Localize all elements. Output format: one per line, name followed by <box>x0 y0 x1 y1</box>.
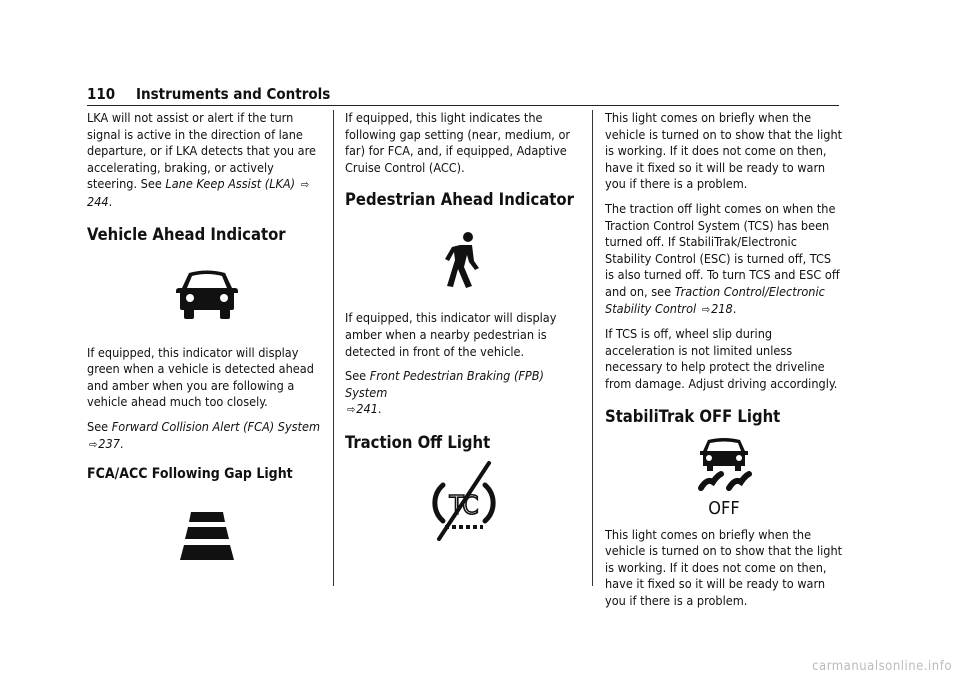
tcs-page-link[interactable]: 218 <box>711 300 733 316</box>
fpb-reference-link[interactable]: Front Pedestrian Braking (FPB) System <box>345 368 544 400</box>
page-reference-icon: ⇨ <box>89 437 98 451</box>
column-divider-1 <box>333 110 334 586</box>
vehicle-ahead-icon-box <box>87 245 327 345</box>
traction-body-2: The traction off light comes on when the Traction Control System (TCS) has been turned off. If StabiliTrak/Electronic Stability Control (ESC) is turned off, TCS is also turned off. To turn TCS and ESC off and on, see Traction Control/Electronic Stability Control ⇨218. <box>605 201 843 318</box>
traction-body-3: If TCS is off, wheel slip during acceleration is not limited unless necessary to help protect the driveline from damage. Adjust driving accordingly. <box>605 326 838 391</box>
page-number: 110 <box>87 85 116 103</box>
traction-off-heading: Traction Off Light <box>345 432 491 452</box>
pedestrian-icon <box>444 231 484 289</box>
stabilitrak-icon-box <box>605 427 843 527</box>
lka-page-link[interactable]: 244 <box>87 193 109 209</box>
pedestrian-ahead-heading: Pedestrian Ahead Indicator <box>345 190 574 210</box>
section-title: Instruments and Controls <box>136 85 331 103</box>
vehicle-ahead-body: If equipped, this indicator will display green when a vehicle is detected ahead and amber when you are following a vehicle ahead much too closely. <box>87 344 314 410</box>
page-header <box>87 83 839 106</box>
page-reference-icon: ⇨ <box>347 403 356 417</box>
following-gap-body: If equipped, this light indicates the following gap setting (near, medium, or far) for FCA, and, if equipped, Adaptive Cruise Control (ACC). <box>345 110 571 175</box>
column-divider-2 <box>592 110 593 586</box>
pedestrian-icon-box <box>345 210 583 310</box>
traction-body-1: This light comes on briefly when the vehicle is turned on to show that the light is working. If it does not come on then, have it fixed so it will be ready to warn you if there is a problem. <box>605 110 843 192</box>
traction-off-icon-box <box>345 453 583 549</box>
vehicle-ahead-icon <box>175 267 239 323</box>
column-3 <box>605 110 843 617</box>
stabilitrak-heading: StabiliTrak OFF Light <box>605 406 781 426</box>
tcs-reference-link[interactable]: Traction Control/Electronic Stability Control <box>605 283 825 316</box>
pedestrian-see: See Front Pedestrian Braking (FPB) System ⇨241. <box>345 368 583 419</box>
pedestrian-body: If equipped, this indicator will display amber when a nearby pedestrian is detected in front of the vehicle. <box>345 310 557 359</box>
vehicle-ahead-see: See Forward Collision Alert (FCA) System ⇨237. <box>87 419 327 453</box>
stabilitrak-body: This light comes on briefly when the vehicle is turned on to show that the light is working. If it does not come on then, have it fixed so it will be ready to warn you if there is a problem. <box>605 526 843 608</box>
column-1 <box>87 110 327 593</box>
fca-reference-link[interactable]: Forward Collision Alert (FCA) System <box>111 418 320 434</box>
following-gap-heading: FCA/ACC Following Gap Light <box>87 466 293 483</box>
fpb-page-link[interactable]: 241 <box>356 401 378 417</box>
watermark-url: carmanualsonline.info <box>812 659 952 674</box>
page-reference-icon: ⇨ <box>300 178 310 192</box>
traction-off-icon <box>429 459 499 543</box>
column-2 <box>345 110 583 549</box>
fca-page-link[interactable]: 237 <box>98 435 120 451</box>
vehicle-ahead-heading: Vehicle Ahead Indicator <box>87 224 286 244</box>
following-gap-icon <box>179 512 235 564</box>
following-gap-icon-box <box>87 483 327 593</box>
page-reference-icon: ⇨ <box>701 302 711 316</box>
stabilitrak-icon-text: OFF <box>708 497 740 518</box>
stabilitrak-off-icon <box>695 436 753 518</box>
tc-icon-text: TC <box>449 490 479 521</box>
lka-paragraph: LKA will not assist or alert if the turn signal is active in the direction of lane departure, or if LKA detects that you are accelerating, braking, or actively steering. See Lane Keep Assist (LKA) ⇨244. <box>87 110 316 209</box>
lka-reference-link[interactable]: Lane Keep Assist (LKA) <box>165 176 296 192</box>
